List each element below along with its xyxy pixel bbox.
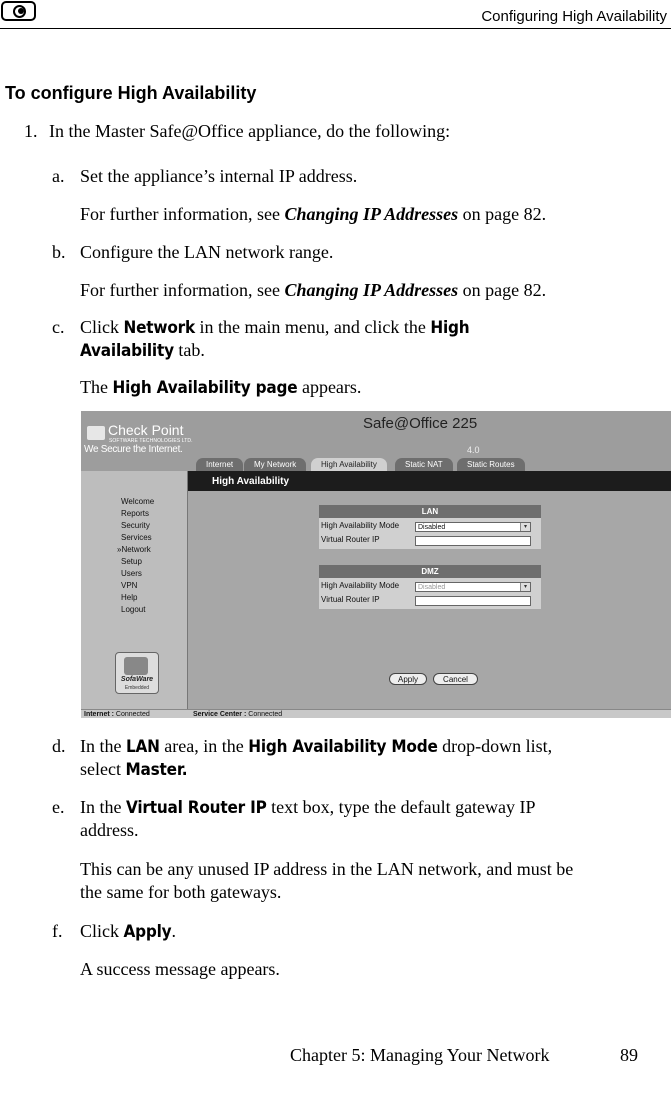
substep-d-line1: In the LAN area, in the High Availability Mode drop-down list,: [80, 736, 553, 757]
substep-e-line1: In the Virtual Router IP text box, type the default gateway IP: [80, 797, 536, 818]
dmz-panel-title: DMZ: [319, 565, 541, 578]
sofaware-badge: [115, 652, 159, 694]
footer-page-number: 89: [620, 1045, 638, 1065]
substep-e-note-line2: the same for both gateways.: [80, 882, 282, 902]
tab-my-network[interactable]: My Network: [244, 458, 306, 471]
substep-f-text: Click Apply.: [80, 921, 176, 942]
lan-vip-input[interactable]: [415, 536, 531, 546]
substep-a-letter: a.: [52, 166, 65, 186]
cross-reference-link[interactable]: Changing IP Addresses: [284, 280, 459, 300]
substep-f-letter: f.: [52, 921, 63, 941]
lan-vip-label: Virtual Router IP: [321, 535, 380, 544]
chevron-down-icon[interactable]: ▾: [520, 583, 530, 591]
substep-c-line1: Click Network in the main menu, and click the High: [80, 317, 470, 338]
tab-internet[interactable]: Internet: [196, 458, 243, 471]
high-availability-screenshot: [81, 411, 671, 718]
check-point-logo-icon: [87, 426, 105, 440]
substep-c-letter: c.: [52, 317, 65, 337]
substep-c-result: The High Availability page appears.: [80, 377, 362, 398]
dmz-mode-label: High Availability Mode: [321, 581, 400, 590]
brand-tagline: We Secure the Internet.: [84, 444, 183, 455]
header-rule: [0, 28, 671, 29]
menu-item-welcome[interactable]: Welcome: [121, 497, 155, 506]
running-header-title: Configuring High Availability: [481, 8, 667, 25]
menu-item-reports[interactable]: Reports: [121, 509, 150, 518]
lan-mode-label: High Availability Mode: [321, 521, 400, 530]
chevron-down-icon[interactable]: ▾: [520, 523, 530, 531]
dmz-panel: [319, 565, 541, 609]
lan-mode-select[interactable]: Disabled ▾: [415, 522, 531, 532]
menu-item-logout[interactable]: Logout: [121, 605, 146, 614]
status-bar: [81, 709, 671, 718]
product-title: Safe@Office 225: [363, 415, 478, 432]
apply-button[interactable]: Apply: [389, 673, 427, 685]
substep-a-note: For further information, see Changing IP Addresses on page 82.: [80, 204, 547, 224]
lan-panel-title: LAN: [319, 505, 541, 518]
product-version: 4.0: [467, 445, 480, 455]
cross-reference-link[interactable]: Changing IP Addresses: [284, 204, 459, 224]
dmz-mode-select[interactable]: Disabled ▾: [415, 582, 531, 592]
brand-subtitle: SOFTWARE TECHNOLOGIES LTD.: [109, 438, 193, 444]
lan-panel: [319, 505, 541, 549]
menu-item-setup[interactable]: Setup: [121, 557, 142, 566]
service-center-status: Service Center : Connected: [193, 711, 283, 718]
dmz-vip-input[interactable]: [415, 596, 531, 606]
menu-item-help[interactable]: Help: [121, 593, 138, 602]
tab-static-routes[interactable]: Static Routes: [457, 458, 525, 471]
sofaware-name: SofaWare: [120, 676, 154, 683]
footer-chapter: Chapter 5: Managing Your Network: [290, 1045, 550, 1065]
substep-d-letter: d.: [52, 736, 66, 756]
menu-item-security[interactable]: Security: [121, 521, 150, 530]
menu-item-network[interactable]: »Network: [117, 545, 151, 554]
tab-high-availability[interactable]: High Availability: [311, 458, 387, 471]
step-1-number: 1.: [24, 121, 38, 141]
substep-e-letter: e.: [52, 797, 65, 817]
sofaware-logo-icon: [124, 657, 148, 675]
page-title: High Availability: [212, 476, 290, 487]
substep-c-line2: Availability tab.: [80, 340, 205, 361]
step-1-text: In the Master Safe@Office appliance, do the following:: [49, 121, 451, 141]
substep-e-note-line1: This can be any unused IP address in the LAN network, and must be: [80, 859, 574, 879]
cancel-button[interactable]: Cancel: [433, 673, 478, 685]
internet-status: Internet : Connected: [84, 711, 150, 718]
substep-b-note: For further information, see Changing IP Addresses on page 82.: [80, 280, 547, 300]
substep-e-line2: address.: [80, 820, 139, 840]
menu-item-vpn[interactable]: VPN: [121, 581, 138, 590]
sofaware-sub: Embedded: [124, 685, 150, 691]
substep-b-letter: b.: [52, 242, 66, 262]
menu-item-users[interactable]: Users: [121, 569, 142, 578]
section-heading: To configure High Availability: [5, 83, 257, 103]
brand-name: Check Point: [108, 422, 184, 438]
substep-f-result: A success message appears.: [80, 959, 280, 979]
tab-static-nat[interactable]: Static NAT: [395, 458, 453, 471]
high-availability-icon: [1, 1, 36, 21]
substep-b-text: Configure the LAN network range.: [80, 242, 334, 262]
substep-d-line2: select Master.: [80, 759, 188, 780]
dmz-vip-label: Virtual Router IP: [321, 595, 380, 604]
substep-a-text: Set the appliance’s internal IP address.: [80, 166, 358, 186]
menu-item-services[interactable]: Services: [121, 533, 152, 542]
